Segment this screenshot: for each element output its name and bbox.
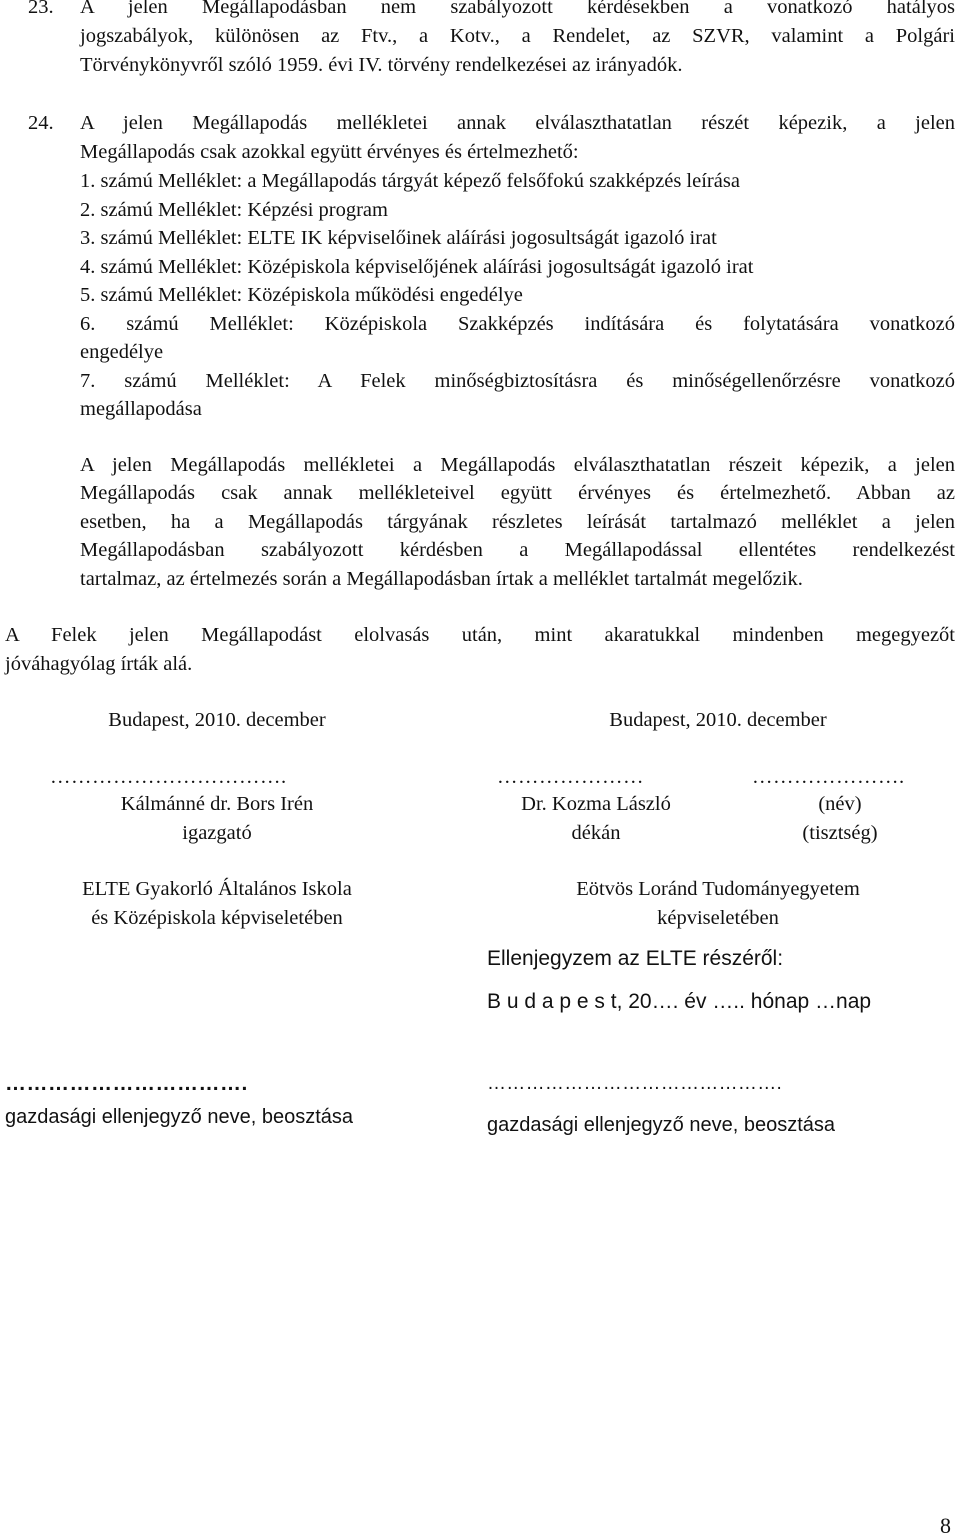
signatory-title: dékán (571, 822, 621, 844)
paragraph-line: jóváhagyólag írták alá. (5, 653, 193, 675)
annex-item: 5. számú Melléklet: Középiskola működési engedélye (80, 284, 523, 306)
organization: ELTE Gyakorló Általános Iskola (82, 878, 352, 900)
signature-line: ……………………………. (50, 766, 287, 788)
annex-item: 7. számú Melléklet: A Felek minőségbiztosításra és minőségellenőrzésre vonatkozó (80, 370, 955, 392)
signatory-name-placeholder: (név) (818, 793, 862, 815)
paragraph-line: A Felek jelen Megállapodást elolvasás után, mint akaratukkal mindenben megegyezőt (5, 624, 955, 646)
clause-line: Törvénykönyvről szóló 1959. évi IV. törvény rendelkezései az irányadók. (80, 54, 683, 76)
signatory-name: Kálmánné dr. Bors Irén (120, 793, 314, 815)
place-date: Budapest, 2010. december (108, 709, 326, 731)
annex-item: 2. számú Melléklet: Képzési program (80, 199, 388, 221)
clause-line: Megállapodás csak azokkal együtt érvényes és értelmezhető: (80, 141, 579, 163)
page-number: 8 (940, 1513, 951, 1538)
annex-item-continuation: engedélye (80, 341, 164, 363)
organization: Eötvös Loránd Tudományegyetem (576, 878, 860, 900)
annex-item: 6. számú Melléklet: Középiskola Szakképzés indítására és folytatására vonatkozó (80, 313, 955, 335)
signatory-title: igazgató (182, 822, 252, 844)
annex-item: 3. számú Melléklet: ELTE IK képviselőinek aláírási jogosultságát igazoló irat (80, 227, 717, 249)
clause-number: 24. (28, 112, 54, 134)
signatory-title-placeholder: (tisztség) (802, 822, 878, 844)
signature-line: ……………………………. (5, 1072, 248, 1095)
signatory-name: Dr. Kozma László (521, 793, 671, 815)
annex-item-continuation: megállapodása (80, 398, 202, 420)
paragraph-line: Megállapodásban szabályozott kérdésben a Megállapodással ellentétes rendelkezést (80, 539, 955, 561)
clause-line: A jelen Megállapodásban nem szabályozott kérdésekben a vonatkozó hatályos (80, 0, 955, 18)
signature-line: ………………… (497, 766, 644, 788)
clause-number: 23. (28, 0, 54, 18)
countersign-title: Ellenjegyzem az ELTE részéről: (487, 947, 784, 970)
organization: és Középiskola képviseletében (91, 907, 343, 929)
controller-label: gazdasági ellenjegyző neve, beosztása (5, 1106, 354, 1128)
controller-label: gazdasági ellenjegyző neve, beosztása (487, 1114, 836, 1136)
paragraph-line: tartalmaz, az értelmezés során a Megállapodásban írtak a melléklet tartalmát megelőzik. (80, 568, 803, 590)
clause-line: jogszabályok, különösen az Ftv., a Kotv., a Rendelet, az SZVR, valamint a Polgári (80, 25, 955, 47)
place-date: Budapest, 2010. december (609, 709, 827, 731)
annex-item: 1. számú Melléklet: a Megállapodás tárgyát képező felsőfokú szakképzés leírása (80, 170, 740, 192)
clause-line: A jelen Megállapodás mellékletei annak elválaszthatatlan részét képezik, a jelen (80, 112, 955, 134)
signature-line: ………………………………………. (487, 1073, 783, 1094)
organization: képviseletében (657, 907, 779, 929)
paragraph-line: A jelen Megállapodás mellékletei a Megállapodás elválaszthatatlan részeit képezik, a jelen (80, 454, 955, 476)
countersign-date-line: B u d a p e s t, 20…. év ….. hónap …nap (487, 990, 872, 1013)
annex-item: 4. számú Melléklet: Középiskola képviselőjének aláírási jogosultságát igazoló irat (80, 256, 754, 278)
signature-line: …………………. (752, 766, 905, 788)
paragraph-line: Megállapodás csak annak mellékleteivel együtt érvényes és értelmezhető. Abban az (80, 482, 955, 504)
paragraph-line: esetben, ha a Megállapodás tárgyának részletes leírását tartalmazó melléklet a jelen (80, 511, 955, 533)
